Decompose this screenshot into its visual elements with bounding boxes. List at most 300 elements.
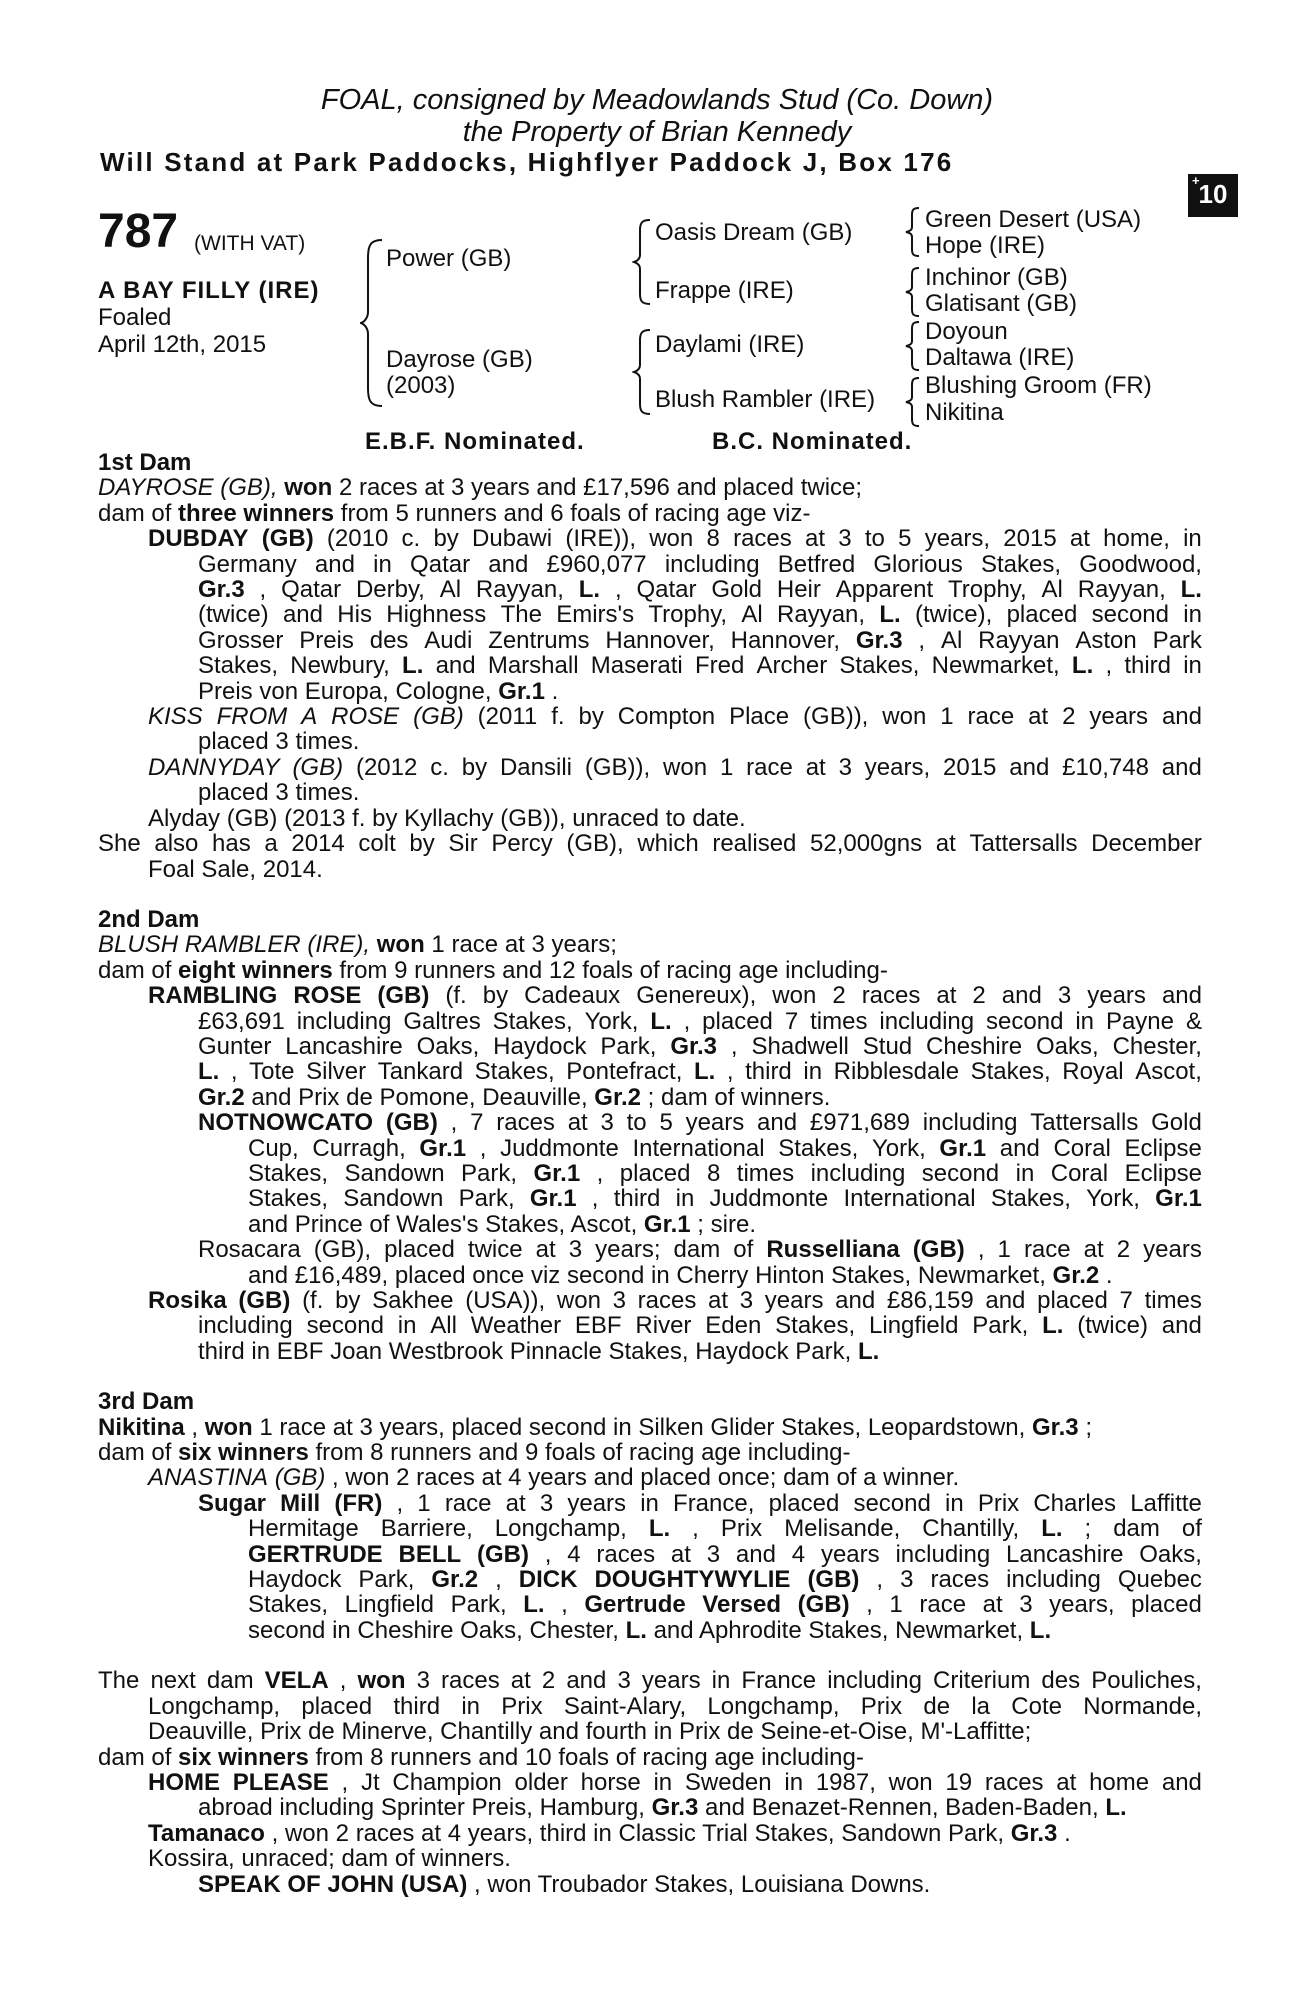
text-word: Prix (298, 1083, 340, 1111)
text-word: L. (693, 1058, 716, 1086)
text-word: Cheshire (926, 1032, 1023, 1060)
text-word: Laffitte (1130, 1489, 1202, 1517)
text-word: , (596, 1159, 604, 1187)
text-word: of (733, 1236, 754, 1264)
text-word: Gr.2 (198, 1083, 245, 1111)
text-word: races (930, 1566, 990, 1594)
text-word: L. (578, 576, 601, 604)
text-word: Rayyan, (777, 601, 866, 629)
text-word: placed (198, 779, 269, 807)
text-word: ROSE (293, 982, 362, 1010)
text-word: to (665, 804, 686, 832)
text-word: and (1001, 982, 1042, 1010)
text-word: (GB) (238, 1287, 291, 1314)
text-word: by (578, 703, 604, 731)
text-word: years; (551, 931, 617, 959)
text-word: The (500, 601, 542, 629)
text-word: 4 (791, 1540, 806, 1568)
text-word: L. (625, 1616, 647, 1644)
text-word: Stakes, (775, 1312, 856, 1340)
text-word: of (151, 956, 172, 984)
text-word: including (279, 1794, 375, 1822)
text-word: second (853, 1489, 931, 1517)
text-word: Foal (148, 855, 195, 883)
text-word: won (284, 1819, 329, 1847)
text-word: race (746, 753, 793, 781)
text-word: in (675, 1185, 695, 1213)
text-word: (GB) (292, 753, 344, 781)
text-word: Maserati (590, 652, 683, 680)
text-word: Cheshire (357, 1616, 454, 1644)
text-word: by (482, 982, 509, 1010)
text-word: Stakes, (754, 1819, 835, 1847)
text-word: Coral (1050, 1159, 1109, 1187)
text-word: , (866, 1591, 873, 1619)
text-word: years (641, 1667, 701, 1695)
text-word: placed (619, 1159, 691, 1187)
text-word: , (191, 1413, 199, 1441)
text-word: in (945, 1489, 964, 1517)
dam-sire: Daylami (IRE) (655, 331, 805, 358)
text-word: JOHN (327, 1870, 395, 1898)
text-word: NOTNOWCATO (198, 1109, 374, 1137)
text-line (248, 1186, 1202, 1211)
text-word: at (1028, 703, 1049, 731)
text-word: Gr.1 (939, 1134, 987, 1162)
text-word: la (971, 1692, 991, 1720)
text-word: Ascot, (570, 1210, 638, 1238)
text-word: foals (544, 1439, 596, 1467)
consignor-line: FOAL, consigned by Meadowlands Stud (Co. Down) (320, 84, 994, 116)
text-word: (GB), (313, 1236, 372, 1264)
text-word: Marshall (487, 652, 579, 680)
text-word: Stakes, (248, 1159, 329, 1187)
text-word: foals (582, 956, 633, 984)
text-word: Sandown (343, 1185, 444, 1213)
text-word: at (424, 474, 445, 502)
sire: Power (GB) (386, 245, 512, 272)
text-line (148, 1288, 1202, 1313)
section-gap (98, 1364, 1202, 1389)
foaled-label: Foaled (98, 304, 172, 331)
text-word: Gr.2 (594, 1083, 641, 1111)
text-line (198, 653, 1202, 678)
granddam-2: Glatisant (GB) (925, 290, 1078, 317)
text-word: GERTRUDE (248, 1540, 383, 1568)
text-word: , (683, 1007, 691, 1035)
text-word: Deauville, (148, 1718, 254, 1746)
text-word: and (757, 1109, 798, 1137)
text-word: Lancashire (1006, 1540, 1124, 1568)
text-line (98, 831, 1202, 856)
text-word: also (154, 830, 199, 858)
text-word: (GB)), (500, 804, 566, 832)
text-word: Tamanaco (148, 1819, 265, 1847)
text-word: (2010 (326, 525, 389, 553)
text-word: , (271, 1819, 279, 1847)
text-word: Al (439, 576, 462, 604)
text-word: of (151, 499, 172, 527)
text-word: at (805, 753, 826, 781)
text-word: (GB), (566, 830, 624, 858)
text-word: Newbury, (290, 652, 390, 680)
text-word: Gr.1 (1155, 1185, 1202, 1213)
text-word: Stakes, (778, 1134, 859, 1162)
text-line (198, 1110, 1202, 1135)
text-word: of (1181, 1515, 1202, 1543)
text-line (148, 1465, 1202, 1490)
text-word: dam (206, 1667, 254, 1695)
text-word: Russelliana (766, 1236, 900, 1264)
text-word: , (977, 1236, 985, 1264)
text-word: Gunter (198, 1032, 272, 1060)
text-word: placed (1037, 1287, 1108, 1314)
text-word: (IRE), (307, 931, 371, 959)
text-word: Chantilly, (922, 1515, 1020, 1543)
text-word: (USA)), (465, 1287, 546, 1314)
text-word: and (653, 1616, 694, 1644)
text-word: 3 (451, 474, 465, 502)
text-line (98, 1745, 1202, 1770)
brace-g3 (903, 320, 923, 372)
text-word: Gr.2 (1052, 1261, 1100, 1289)
text-word: years, (864, 753, 931, 781)
text-word: River (635, 1312, 692, 1340)
text-word: twice (467, 1236, 523, 1264)
text-word: including (810, 1159, 906, 1187)
text-word: L. (648, 1515, 671, 1543)
text-line (148, 1821, 1202, 1846)
text-word: winners. (741, 1083, 831, 1111)
text-line (198, 1059, 1202, 1084)
text-word: viz- (773, 499, 811, 527)
text-word: Gr.3 (855, 626, 903, 654)
text-word: She (98, 830, 141, 858)
text-word: three (178, 499, 237, 527)
text-word: Preis (299, 626, 354, 654)
text-line (198, 1085, 1202, 1110)
text-word: 3 (539, 1489, 554, 1517)
text-word: won (204, 1413, 253, 1441)
text-word: age (726, 499, 767, 527)
text-word: Stakes, (492, 1007, 573, 1035)
text-word: and (1161, 1312, 1202, 1340)
text-word: Emirs's (556, 601, 635, 629)
text-word: races (416, 1464, 475, 1492)
text-word: Newmarket, (917, 1261, 1046, 1289)
granddam-4: Nikitina (925, 399, 1004, 426)
text-word: and (538, 1718, 579, 1746)
text-word: years, (924, 525, 991, 553)
text-line (198, 679, 1202, 704)
text-word: Goodwood, (1079, 550, 1202, 578)
text-word: , (692, 1515, 699, 1543)
text-word: Gr.1 (419, 1134, 467, 1162)
text-word: and (999, 1134, 1040, 1162)
bc-nomination: B.C. Nominated. (712, 428, 913, 455)
text-word: and (835, 1287, 876, 1314)
text-word: and (502, 956, 543, 984)
text-word: 7 (470, 1109, 484, 1137)
text-word: in (1183, 601, 1202, 629)
text-word: Cup, (248, 1134, 299, 1162)
text-word: of (394, 1845, 415, 1873)
text-word: 2015 (943, 753, 997, 781)
text-word: won (663, 753, 708, 781)
text-word: (GB) (226, 804, 278, 832)
text-line (98, 958, 1202, 983)
text-word: in (612, 1413, 632, 1441)
text-word: 5 (395, 499, 409, 527)
text-word: Quebec (1117, 1566, 1202, 1594)
text-word: years (1087, 982, 1146, 1010)
text-word: Highness (386, 601, 487, 629)
text-word: Chester, (529, 1616, 619, 1644)
brace-g4 (903, 376, 923, 428)
text-word: won (649, 525, 694, 553)
text-word: six (178, 1439, 212, 1467)
text-word: Juddmonte (500, 1134, 619, 1162)
text-word: Gr.1 (529, 1185, 577, 1213)
text-word: Al (741, 601, 763, 629)
text-word: Park, (948, 1819, 1005, 1847)
text-line (198, 602, 1202, 627)
text-word: Rosika (148, 1287, 227, 1314)
text-word: (IRE)), (565, 525, 636, 553)
text-word: and (676, 474, 717, 502)
text-word: Seine-et-Oise, (760, 1718, 914, 1746)
text-word: in (653, 1768, 673, 1796)
text-word: A (301, 703, 318, 731)
text-word: £960,077 (546, 550, 647, 578)
text-word: 2 (832, 982, 846, 1010)
text-word: 6 (550, 499, 564, 527)
text-word: of (639, 956, 660, 984)
text-word: unraced; (241, 1845, 335, 1873)
text-word: home (1089, 1768, 1150, 1796)
text-word: Lancashire (285, 1032, 403, 1060)
text-word: 2014. (262, 855, 323, 883)
text-word: Cadeaux (524, 982, 621, 1010)
text-word: Sakhee (372, 1287, 454, 1314)
text-word: and (503, 499, 544, 527)
text-word: and (314, 550, 355, 578)
text-word: BLUSH (98, 931, 179, 959)
text-line (248, 1136, 1202, 1161)
text-word: third (613, 1185, 661, 1213)
text-word: (f. (302, 1287, 324, 1314)
text-word: (GB) (807, 1566, 860, 1594)
text-word: Gr.1 (643, 1210, 691, 1238)
text-word: Chester, (1112, 1032, 1202, 1060)
text-word: The (98, 1667, 140, 1695)
text-word: VELA (264, 1667, 329, 1695)
text-word: (GB) (377, 982, 430, 1010)
text-word: Newmarket, (895, 1616, 1024, 1644)
text-word: sire. (710, 1210, 756, 1238)
text-word: winner. (883, 1464, 960, 1492)
text-word: Leopardstown, (867, 1413, 1026, 1441)
text-word: by (335, 1287, 361, 1314)
text-word: Newmarket, (931, 652, 1060, 680)
text-word: of (836, 1464, 857, 1492)
text-word: next (150, 1667, 196, 1695)
text-word: de (923, 1692, 951, 1720)
text-word: second (986, 1007, 1064, 1035)
text-word: to (864, 525, 885, 553)
stand-location: Will Stand at Park Paddocks, Highflyer Paddock J, Box 176 (100, 147, 954, 177)
dam: Dayrose (GB) (386, 346, 533, 373)
text-word: PLEASE (232, 1768, 329, 1796)
text-line (148, 526, 1202, 551)
text-word: Haydock (695, 1337, 789, 1365)
text-word: Stakes, (248, 1185, 329, 1213)
text-word: winners (218, 1743, 309, 1771)
text-word: at (670, 1540, 691, 1568)
text-word: Nikitina (98, 1413, 185, 1441)
text-word: BELL (398, 1540, 462, 1568)
text-word: 3 (531, 931, 545, 959)
text-word: York, (584, 1007, 639, 1035)
text-word: including (895, 1540, 991, 1568)
text-word: RAMBLER (184, 931, 301, 959)
text-word: 9 (394, 956, 408, 984)
text-word: (GB) (912, 1236, 965, 1264)
grandsire-4: Blushing Groom (FR) (925, 372, 1152, 399)
text-word: Park, (450, 1591, 507, 1619)
text-word: de (727, 1718, 754, 1746)
text-word: Kossira, (148, 1845, 235, 1873)
text-word: winners (242, 956, 333, 984)
text-word: 2 (396, 1464, 410, 1492)
text-word: Hannover, (605, 626, 715, 654)
text-word: Shadwell (751, 1032, 849, 1060)
text-word: won (345, 1464, 390, 1492)
text-word: Eden (705, 1312, 762, 1340)
text-word: a (863, 1464, 877, 1492)
text-word: Juddmonte (709, 1185, 829, 1213)
text-word: Deauville, (482, 1083, 588, 1111)
text-word: and (1161, 1768, 1202, 1796)
text-word: runners (415, 499, 497, 527)
text-line (198, 1872, 1202, 1897)
text-word: Joan (330, 1337, 383, 1365)
text-word: second (566, 1261, 645, 1289)
text-word: at (1069, 525, 1090, 553)
text-word: L. (402, 652, 424, 680)
text-word: Versed (702, 1591, 782, 1619)
text-word: (GB) (413, 703, 464, 731)
text-word: at (505, 1489, 526, 1517)
text-word: in (332, 1616, 351, 1644)
text-word: Prix (501, 1692, 543, 1720)
text-word: Stakes, (808, 1616, 889, 1644)
text-word: International (843, 1185, 976, 1213)
text-word: £16,489, (294, 1261, 389, 1289)
text-word: 2 (1062, 703, 1076, 731)
text-word: HOME (148, 1768, 220, 1796)
text-word: 4 (567, 1540, 581, 1568)
text-word: 8 (370, 1439, 384, 1467)
text-word: and (1161, 703, 1202, 731)
text-word: and (1161, 982, 1202, 1010)
text-word: £17,596 (583, 474, 670, 502)
text-word: at (510, 1667, 531, 1695)
text-word: Grosser (198, 626, 284, 654)
text-word: races (355, 1819, 415, 1847)
text-word: years (820, 1540, 880, 1568)
text-line (198, 729, 1202, 754)
text-word: 2014 (291, 830, 345, 858)
text-word: foals (558, 1743, 610, 1771)
text-word: Pontefract, (566, 1058, 683, 1086)
brace-dam (632, 328, 654, 416)
text-word: . (1064, 1819, 1071, 1847)
text-word: Coral (1053, 1134, 1111, 1162)
text-word: from (340, 499, 389, 527)
text-word: colt (358, 830, 396, 858)
section-gap (98, 882, 1202, 907)
text-word: once (472, 1261, 525, 1289)
text-word: Stakes, (248, 1591, 329, 1619)
property-line: the Property of Brian Kennedy (462, 116, 852, 148)
text-word: Hamburg, (539, 1794, 645, 1822)
text-word: Stakes, (608, 1337, 689, 1365)
text-word: 1 (417, 1489, 431, 1517)
text-word: race (279, 1413, 327, 1441)
text-word: Oaks, (1139, 1540, 1202, 1568)
text-word: viz (530, 1261, 561, 1289)
text-word: (FR) (334, 1489, 383, 1517)
text-line (198, 628, 1202, 653)
text-word: in (1183, 525, 1202, 553)
text-word: Lingfield (869, 1312, 959, 1340)
text-word: 8 (706, 1159, 721, 1187)
text-word: in (397, 1312, 417, 1340)
text-word: Stakes, (831, 1261, 912, 1289)
text-word: race (919, 1591, 967, 1619)
text-word: 1 (889, 1591, 903, 1619)
text-word: Prix (720, 1515, 763, 1543)
text-word: years, (379, 1413, 445, 1441)
text-word: won (487, 1870, 532, 1898)
text-word: races (358, 474, 418, 502)
text-word: older (514, 1768, 568, 1796)
text-word: dam (341, 1845, 389, 1873)
text-word: 10 (524, 1743, 552, 1771)
text-word: Tattersalls (1030, 1109, 1139, 1137)
text-word: years (528, 1464, 587, 1492)
text-word: , (341, 1768, 349, 1796)
text-word: 8 (706, 525, 720, 553)
text-line (148, 1770, 1202, 1795)
text-word: by (461, 753, 488, 781)
text-word: Stakes, (970, 1058, 1051, 1086)
text-word: Hermitage (248, 1515, 359, 1543)
text-word: , (230, 1058, 238, 1086)
text-word: 3 (838, 753, 852, 781)
text-word: Al (940, 626, 963, 654)
text-word: Oaks, (1035, 1032, 1099, 1060)
text-word: won (888, 1768, 933, 1796)
text-word: Barriere, (380, 1515, 473, 1543)
text-word: of (627, 499, 648, 527)
text-word: Silver (306, 1058, 367, 1086)
text-word: Trophy, (947, 576, 1027, 604)
text-line (98, 1668, 1202, 1693)
text-line (98, 475, 1202, 500)
text-word: Sandown (344, 1159, 445, 1187)
